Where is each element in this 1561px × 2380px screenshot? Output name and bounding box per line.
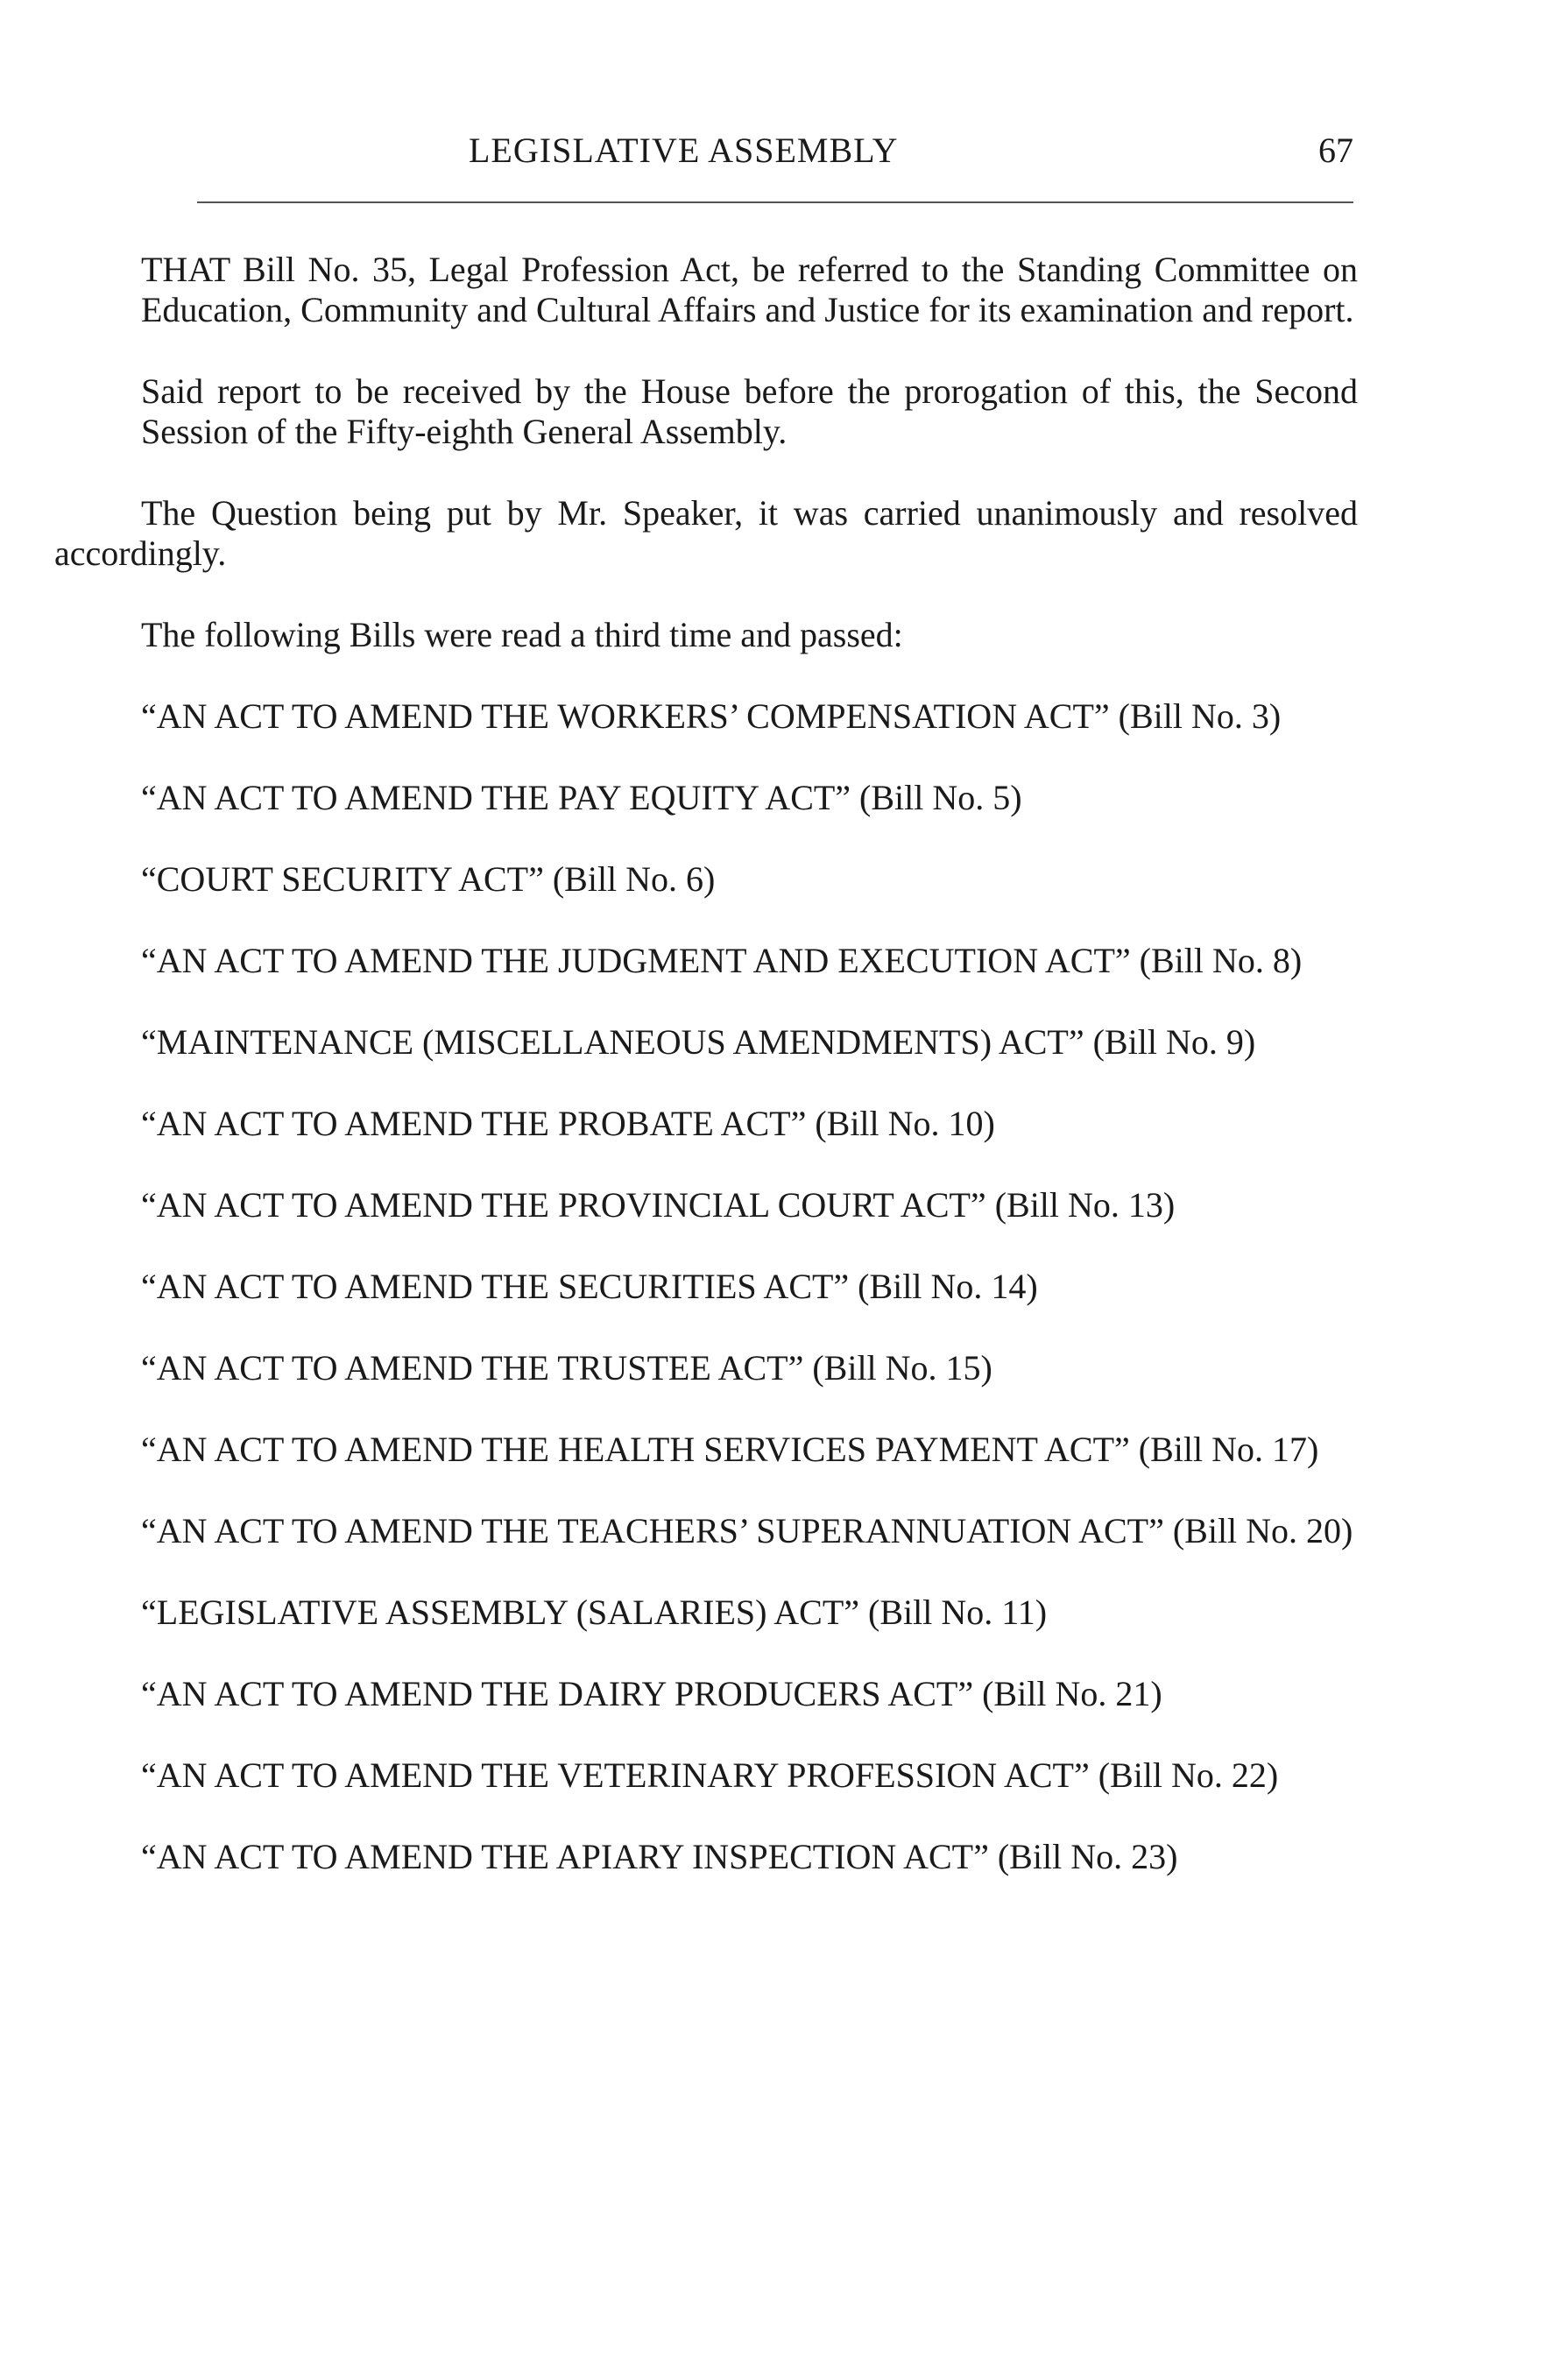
bill-item: “AN ACT TO AMEND THE VETERINARY PROFESSION ACT” (Bill No. 22) bbox=[141, 1755, 1279, 1795]
bill-item: “MAINTENANCE (MISCELLANEOUS AMENDMENTS) ACT” (Bill No. 9) bbox=[141, 1022, 1256, 1062]
running-head-title: LEGISLATIVE ASSEMBLY bbox=[469, 131, 899, 170]
bill-item: “COURT SECURITY ACT” (Bill No. 6) bbox=[141, 859, 716, 899]
bill-item: “AN ACT TO AMEND THE TEACHERS’ SUPERANNUATION ACT” (Bill No. 20) bbox=[141, 1511, 1353, 1550]
bill-item: “AN ACT TO AMEND THE DAIRY PRODUCERS ACT” (Bill No. 21) bbox=[141, 1674, 1162, 1713]
bill-item: “AN ACT TO AMEND THE SECURITIES ACT” (Bill No. 14) bbox=[141, 1267, 1038, 1306]
header-divider bbox=[197, 201, 1353, 203]
page-number: 67 bbox=[1318, 131, 1353, 170]
report-paragraph: Said report to be received by the House before the prorogation of this, the Second Session of the Fifty-eighth General Assembly. bbox=[141, 371, 1358, 451]
bill-item: “AN ACT TO AMEND THE TRUSTEE ACT” (Bill No. 15) bbox=[141, 1348, 992, 1388]
bill-item: “AN ACT TO AMEND THE APIARY INSPECTION ACT” (Bill No. 23) bbox=[141, 1837, 1178, 1876]
bill-item: “AN ACT TO AMEND THE JUDGMENT AND EXECUTION ACT” (Bill No. 8) bbox=[141, 941, 1303, 980]
bill-item: “LEGISLATIVE ASSEMBLY (SALARIES) ACT” (Bill No. 11) bbox=[141, 1593, 1048, 1632]
bill-item: “AN ACT TO AMEND THE PAY EQUITY ACT” (Bill No. 5) bbox=[141, 778, 1022, 817]
bill-item: “AN ACT TO AMEND THE WORKERS’ COMPENSATION ACT” (Bill No. 3) bbox=[141, 696, 1282, 736]
bills-intro: The following Bills were read a third time and passed: bbox=[141, 615, 903, 654]
question-paragraph: The Question being put by Mr. Speaker, it was carried unanimously and resolved accordingly. bbox=[54, 493, 1358, 573]
motion-paragraph: THAT Bill No. 35, Legal Profession Act, be referred to the Standing Committee on Education, Community and Cultural Affairs and Justice for its examination and report. bbox=[141, 250, 1358, 329]
bill-item: “AN ACT TO AMEND THE HEALTH SERVICES PAYMENT ACT” (Bill No. 17) bbox=[141, 1430, 1319, 1469]
bill-item: “AN ACT TO AMEND THE PROBATE ACT” (Bill No. 10) bbox=[141, 1104, 995, 1143]
bill-item: “AN ACT TO AMEND THE PROVINCIAL COURT ACT” (Bill No. 13) bbox=[141, 1185, 1176, 1225]
bills-list bbox=[54, 696, 1358, 1877]
page-header bbox=[197, 130, 1353, 182]
document-body bbox=[54, 250, 1358, 1918]
